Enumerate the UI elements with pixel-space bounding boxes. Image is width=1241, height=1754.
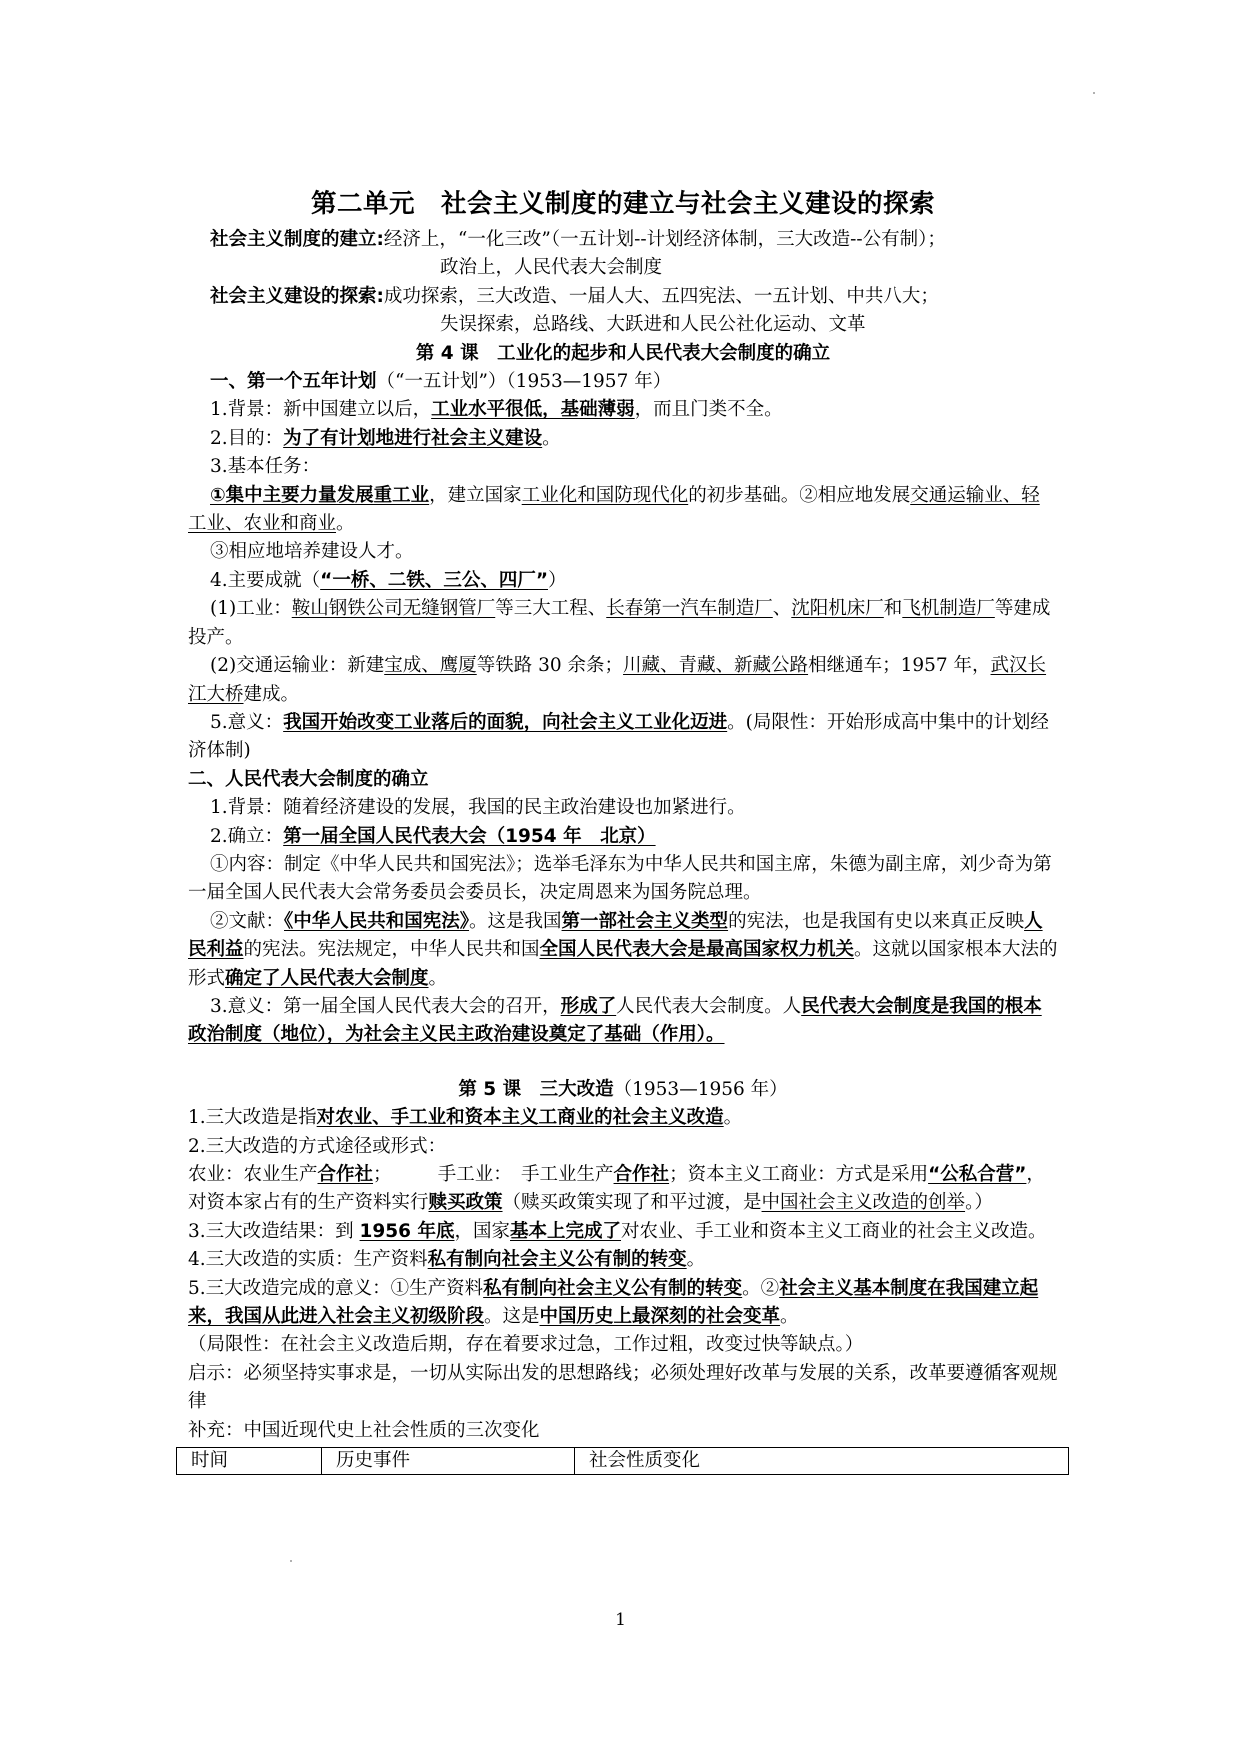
lesson4-achievements: 4.主要成就（“一桥、二铁、三公、四厂”） bbox=[210, 569, 567, 591]
table-header-change: 社会性质变化 bbox=[575, 1448, 1069, 1475]
social-nature-table bbox=[176, 1447, 1069, 1475]
table-header-row bbox=[177, 1448, 1069, 1475]
lesson5-inspiration: 启示：必须坚持实事求是，一切从实际出发的思想路线；必须处理好改革与发展的关系，改革要遵循客观规律 bbox=[188, 1362, 1058, 1413]
lesson5-supplement: 补充：中国近现代史上社会性质的三次变化 bbox=[188, 1419, 540, 1441]
lesson4-background: 1.背景：新中国建立以后，工业水平很低，基础薄弱，而且门类不全。 bbox=[210, 399, 783, 421]
lesson4-s2-establishment: 2.确立：第一届全国人民代表大会（1954 年 北京） bbox=[210, 825, 656, 847]
lesson4-section2-heading: 二、人民代表大会制度的确立 bbox=[188, 768, 429, 790]
lesson5-methods: 农业：农业生产合作社； 手工业： 手工业生产合作社；资本主义工商业：方式是采用“公私合营”，对资本家占有的生产资料实行赎买政策（赎买政策实现了和平过渡，是中国社会主义改造的创举。） bbox=[188, 1164, 1045, 1214]
lesson4-title: 第 4 课 工业化的起步和人民代表大会制度的确立 bbox=[415, 342, 831, 364]
overview-exploration-mistakes: 失误探索，总路线、大跃进和人民公社化运动、文革 bbox=[440, 314, 866, 336]
document-page bbox=[188, 186, 1058, 1475]
table-header-time: 时间 bbox=[177, 1448, 322, 1475]
page-number: 1 bbox=[615, 1610, 626, 1630]
overview-establishment: 社会主义制度的建立:经济上，“一化三改”（一五计划--计划经济体制，三大改造--公有制）； bbox=[210, 229, 946, 250]
lesson4-s2-meaning: 3.意义：第一届全国人民代表大会的召开，形成了人民代表大会制度。人民代表大会制度是我国的根本政治制度（地位），为社会主义民主政治建设奠定了基础（作用）。 bbox=[188, 995, 1042, 1046]
overview-exploration: 社会主义建设的探索:成功探索，三大改造、一届人大、五四宪法、一五计划、中共八大； bbox=[210, 285, 939, 307]
lesson4-task-1-2: ①集中主要力量发展重工业，建立国家工业化和国防现代化的初步基础。②相应地发展交通运输业、轻工业、农业和商业。 bbox=[188, 484, 1040, 535]
lesson5-limitations: （局限性：在社会主义改造后期，存在着要求过急，工作过粗，改变过快等缺点。） bbox=[188, 1334, 864, 1356]
lesson5-essence: 4.三大改造的实质：生产资料私有制向社会主义公有制的转变。 bbox=[188, 1249, 706, 1271]
lesson4-task-3: ③相应地培养建设人才。 bbox=[210, 541, 414, 563]
lesson4-industry: (1)工业：鞍山钢铁公司无缝钢管厂等三大工程、长春第一汽车制造厂、沈阳机床厂和飞机制造厂等建成投产。 bbox=[188, 598, 1051, 648]
lesson5-title: 第 5 课 三大改造（1953—1956 年） bbox=[458, 1078, 788, 1100]
lesson5-significance: 5.三大改造完成的意义：①生产资料私有制向社会主义公有制的转变。②社会主义基本制度在我国建立起来，我国从此进入社会主义初级阶段。这是中国历史上最深刻的社会变革。 bbox=[188, 1277, 1039, 1328]
lesson5-methods-heading: 2.三大改造的方式途径或形式： bbox=[188, 1135, 447, 1157]
lesson4-tasks-heading: 3.基本任务： bbox=[210, 456, 321, 478]
lesson4-goal: 2.目的：为了有计划地进行社会主义建设。 bbox=[210, 427, 561, 449]
lesson5-definition: 1.三大改造是指对农业、手工业和资本主义工商业的社会主义改造。 bbox=[188, 1107, 743, 1129]
lesson4-section1-heading: 一、第一个五年计划（“一五计划”）（1953—1957 年） bbox=[210, 371, 672, 393]
lesson4-transport: (2)交通运输业：新建宝成、鹰厦等铁路 30 余条；川藏、青藏、新藏公路相继通车；1957 年，武汉长江大桥建成。 bbox=[188, 655, 1047, 705]
table-header-event: 历史事件 bbox=[322, 1448, 575, 1475]
unit-title: 第二单元 社会主义制度的建立与社会主义建设的探索 bbox=[310, 189, 935, 219]
lesson4-s2-background: 1.背景：随着经济建设的发展，我国的民主政治建设也加紧进行。 bbox=[210, 797, 746, 819]
lesson4-s2-document: ②文献：《中华人民共和国宪法》。这是我国第一部社会主义类型的宪法，也是我国有史以来真正反映人民利益的宪法。宪法规定，中华人民共和国全国人民代表大会是最高国家权力机关。这就以国家根本大法的形式确定了人民代表大会制度。 bbox=[188, 910, 1058, 989]
overview-establishment-politics: 政治上，人民代表大会制度 bbox=[440, 257, 663, 279]
lesson4-significance: 5.意义：我国开始改变工业落后的面貌，向社会主义工业化迈进。(局限性：开始形成高中集中的计划经济体制) bbox=[188, 711, 1049, 762]
lesson5-result: 3.三大改造结果：到 1956 年底，国家基本上完成了对农业、手工业和资本主义工商业的社会主义改造。 bbox=[188, 1220, 1047, 1242]
lesson4-s2-content: ①内容：制定《中华人民共和国宪法》；选举毛泽东为中华人民共和国主席，朱德为副主席，刘少奇为第一届全国人民代表大会常务委员会委员长，决定周恩来为国务院总理。 bbox=[188, 853, 1052, 904]
